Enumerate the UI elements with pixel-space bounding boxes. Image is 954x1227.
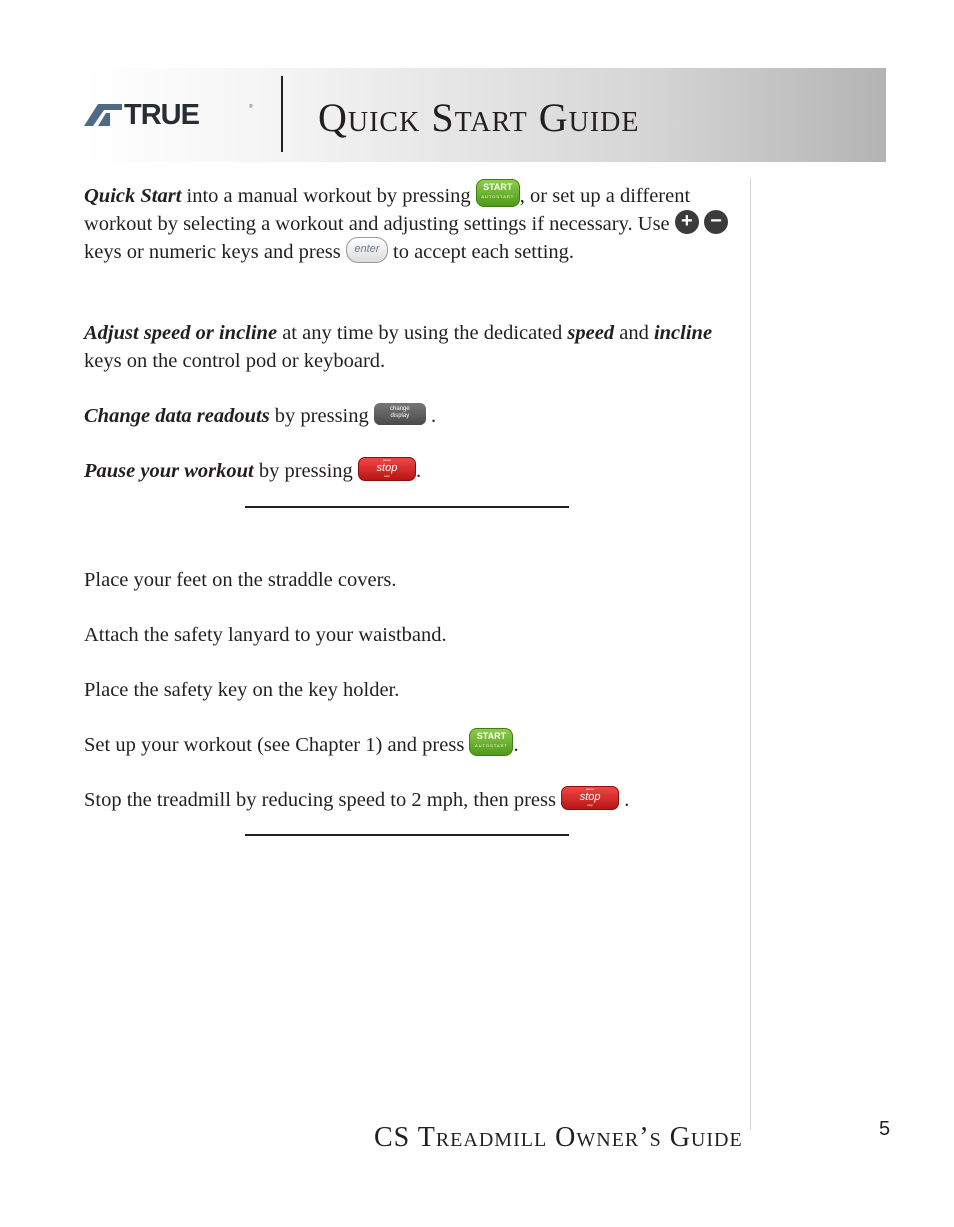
start-key-sublabel: AUTOSTART [481, 194, 515, 200]
text-run: into a manual workout by pressing [181, 185, 476, 207]
enter-key-icon: enter [346, 237, 388, 263]
text-run: Set up your workout (see Chapter 1) and press [84, 734, 470, 756]
step-1: Place your feet on the straddle covers. [84, 569, 397, 591]
text-run: . [415, 460, 422, 482]
minus-key-icon: − [704, 210, 728, 234]
text-run: . [425, 405, 437, 427]
section-rule [245, 834, 569, 836]
section-rule [245, 506, 569, 508]
text-run: . [619, 789, 630, 811]
true-logo [84, 99, 254, 131]
text-run: . [513, 734, 519, 756]
quick-start-paragraph [84, 183, 734, 266]
pause-term: Pause your workout [84, 460, 254, 482]
text-run: by pressing [269, 405, 374, 427]
text-run: and [614, 322, 654, 344]
side-rule [750, 178, 751, 1130]
step-3: Place the safety key on the key holder. [84, 679, 400, 701]
plus-key-icon: + [675, 210, 699, 234]
stop-key-label: stop [376, 462, 398, 475]
change-display-key-icon [374, 403, 426, 425]
start-key-icon [476, 179, 520, 207]
step-2: Attach the safety lanyard to your waistband. [84, 624, 447, 646]
stop-key-icon [561, 786, 619, 810]
page-title: Quick Start Guide [318, 95, 640, 140]
pause-paragraph [84, 458, 734, 486]
quick-start-term: Quick Start [84, 185, 182, 207]
stop-key-bottomlabel: stop [587, 803, 593, 808]
text-run: , or set up a different workout by selecting a workout and adjusting settings if necessary. Use [84, 185, 691, 236]
page-number: 5 [879, 1118, 891, 1140]
text-run: Stop the treadmill by reducing speed to 2 mph, then press [84, 789, 562, 811]
start-key-icon [469, 728, 513, 756]
change-key-line2: display [390, 413, 410, 420]
change-display-paragraph [84, 403, 734, 431]
stop-key-icon [358, 457, 416, 481]
speed-term: speed [567, 322, 615, 344]
stop-key-label: stop [579, 791, 601, 804]
start-key-label: START [483, 182, 513, 193]
stop-key-bottomlabel: stop [384, 474, 390, 479]
adjust-term: Adjust speed or incline [84, 322, 278, 344]
logo-mark-icon [84, 102, 122, 126]
step-5 [84, 787, 734, 815]
start-key-sublabel: AUTOSTART [475, 743, 508, 749]
step-4 [84, 732, 734, 760]
start-key-label: START [476, 731, 507, 742]
text-run: keys or numeric keys and press [84, 240, 346, 263]
incline-term: incline [653, 322, 713, 344]
text-run: by pressing [253, 460, 358, 482]
text-run: to accept each setting. [387, 240, 575, 263]
footer-title: CS Treadmill Owner’s Guide [374, 1122, 743, 1153]
change-readouts-term: Change data readouts [84, 405, 270, 427]
stop-key-toplabel: pause [586, 787, 595, 792]
text-run: at any time by using the dedicated [277, 322, 568, 344]
stop-key-toplabel: pause [382, 458, 392, 463]
change-key-line1: change [390, 406, 410, 413]
adjust-paragraph [84, 320, 734, 375]
logo-trademark: ® [249, 104, 253, 110]
logo-text: TRUE [124, 99, 199, 131]
text-run: keys on the control pod or keyboard. [84, 349, 386, 372]
header-divider [281, 76, 283, 152]
